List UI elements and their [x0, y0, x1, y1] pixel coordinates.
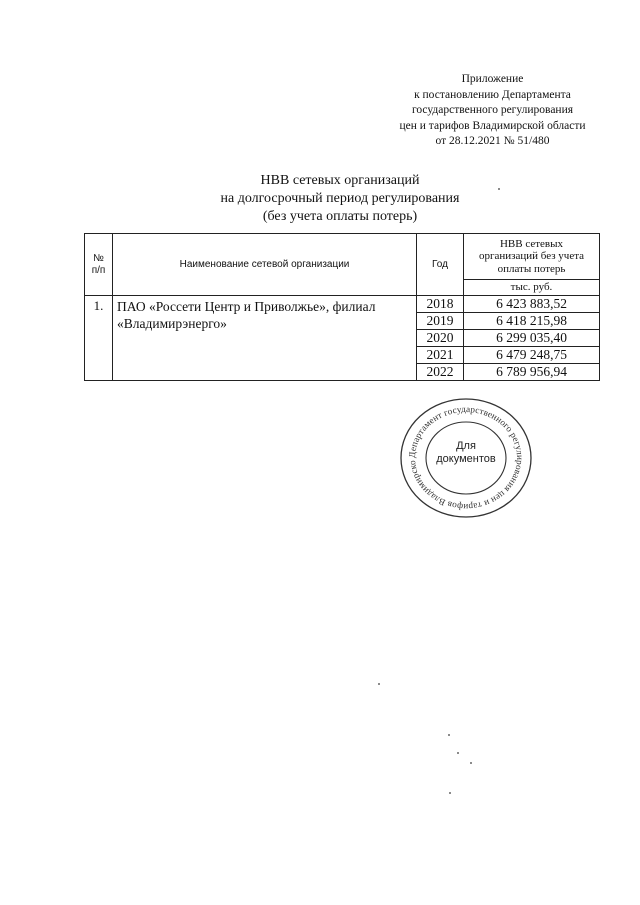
appendix-block: [360, 72, 625, 150]
scan-speck: [378, 683, 380, 685]
header-organization: Наименование сетевой организации: [113, 234, 417, 296]
title-line: (без учета оплаты потерь): [262, 209, 418, 224]
title-line: на долгосрочный период регулирования: [220, 191, 460, 206]
table-header-row: [85, 234, 600, 280]
organization-name-line: ПАО «Россети Центр и Приволжье», филиал: [117, 299, 376, 314]
seal-center-line: документов: [436, 453, 496, 465]
table-row: [85, 296, 600, 313]
row-value: 6 479 248,75: [464, 347, 600, 364]
appendix-line: Приложение: [461, 73, 524, 85]
row-value: 6 299 035,40: [464, 330, 600, 347]
seal-center-line: Для: [456, 440, 476, 452]
title-line: НВВ сетевых организаций: [260, 173, 420, 188]
header-value-line: организаций без учета: [478, 250, 585, 263]
appendix-line: государственного регулирования: [411, 104, 574, 116]
header-value: [464, 234, 600, 280]
header-number: [85, 234, 113, 296]
scan-speck: [448, 734, 450, 736]
header-number-pp: п/п: [91, 264, 106, 276]
row-year: 2021: [417, 347, 464, 364]
organization-name-line: «Владимирэнерго»: [117, 316, 227, 331]
header-value-line: оплаты потерь: [497, 262, 566, 275]
official-seal: [398, 396, 534, 520]
row-value: 6 789 956,94: [464, 364, 600, 381]
appendix-line: цен и тарифов Владимирской области: [399, 119, 586, 132]
document-title: [120, 172, 560, 226]
header-year: Год: [417, 234, 464, 296]
appendix-date-number: от 28.12.2021 № 51/480: [435, 135, 550, 147]
scan-speck: [457, 752, 459, 754]
nvv-table: [84, 233, 600, 381]
row-number: 1.: [85, 296, 113, 381]
header-value-line: НВВ сетевых: [499, 237, 564, 250]
header-number-sign: №: [93, 252, 104, 264]
scan-speck: [449, 792, 451, 794]
seal-ring-text: Департамент государственного регулирования цен и тарифов Владимирско: [406, 403, 526, 513]
row-year: 2022: [417, 364, 464, 381]
header-unit: тыс. руб.: [464, 279, 600, 295]
row-year: 2019: [417, 313, 464, 330]
row-organization: [113, 296, 417, 381]
row-year: 2020: [417, 330, 464, 347]
scan-speck: [470, 762, 472, 764]
seal-center-text: [398, 440, 534, 466]
appendix-line: к постановлению Департамента: [414, 88, 571, 101]
row-value: 6 418 215,98: [464, 313, 600, 330]
scan-speck: [498, 188, 500, 190]
row-value: 6 423 883,52: [464, 296, 600, 313]
row-year: 2018: [417, 296, 464, 313]
